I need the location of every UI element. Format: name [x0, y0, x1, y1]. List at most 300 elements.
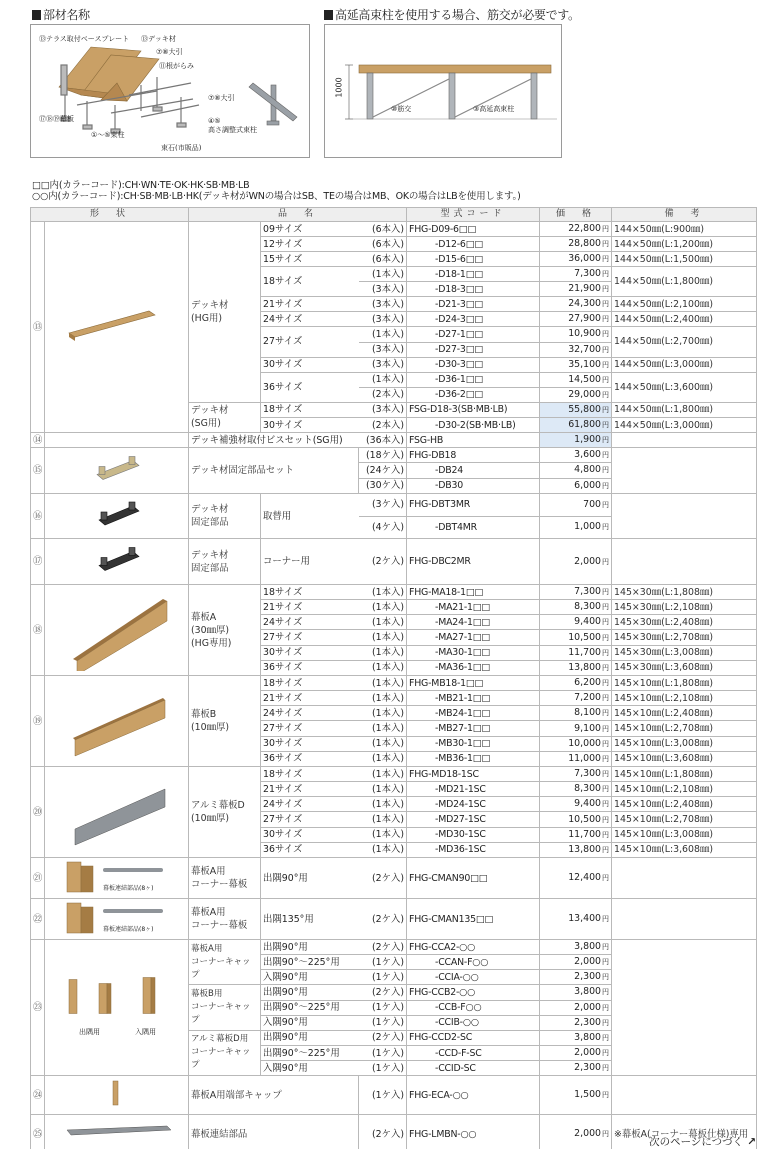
bar-icon [47, 1115, 189, 1149]
price-cell [540, 676, 612, 691]
brace-note-heading: 高延高束柱を使用する場合、筋交が必要です。 [324, 6, 580, 23]
remarks: 144×50㎜(L:1,800㎜) [612, 267, 757, 297]
price-cell [540, 312, 612, 327]
price-cell [540, 402, 612, 417]
table-row [31, 222, 757, 237]
product-name: デッキ補強材取付ビスセット(SG用) [189, 433, 359, 448]
shape-caption-outer: 出隅用 [79, 1028, 100, 1036]
table-row [31, 899, 757, 940]
group-label: デッキ材 (HG用) [189, 222, 261, 403]
remarks: 144×50㎜(L:3,000㎜) [612, 357, 757, 372]
price-cell [540, 1115, 612, 1149]
product-shape-image [45, 1115, 189, 1149]
model-code: -D24-3□□ [407, 312, 540, 327]
price-value: 2,300 [574, 1062, 602, 1073]
price-value: 8,300 [574, 783, 602, 795]
yen-unit: 円 [602, 375, 610, 384]
price-cell [540, 1000, 612, 1015]
remarks: 144×50㎜(L:1,800㎜) [612, 402, 757, 417]
yen-unit: 円 [602, 451, 610, 460]
item-number: ⑰ [31, 539, 45, 585]
remarks [612, 448, 757, 494]
table-row [31, 539, 757, 585]
pack-quantity: (1ケ入) [359, 970, 407, 985]
group-label: 幕板A用 コーナー幕板 [189, 858, 261, 899]
endcap-icon [47, 1076, 189, 1110]
model-code: -CCD-F-SC [407, 1046, 540, 1061]
price-value: 3,600 [574, 449, 602, 461]
price-value: 22,800 [568, 223, 602, 234]
pack-quantity: (1本入) [359, 706, 407, 721]
remarks: 145×10㎜(L:2,408㎜) [612, 706, 757, 721]
remarks: 145×10㎜(L:3,008㎜) [612, 827, 757, 842]
model-code: -CCAN-F○○ [407, 955, 540, 970]
group-label: 幕板B用 コーナーキャップ [189, 985, 261, 1031]
price-cell [540, 585, 612, 600]
item-number: ⑯ [31, 494, 45, 539]
price-value: 6,000 [574, 479, 602, 491]
model-code: FHG-CMAN90□□ [407, 858, 540, 899]
remarks: 145×10㎜(L:2,408㎜) [612, 797, 757, 812]
size-name: 09サイズ [261, 222, 359, 237]
usage-label: 入隅90°用 [261, 970, 359, 985]
model-code: -MD30-1SC [407, 827, 540, 842]
model-code: -MD36-1SC [407, 842, 540, 857]
pack-quantity: (18ケ入) [359, 448, 407, 463]
remarks: 145×10㎜(L:3,608㎜) [612, 751, 757, 766]
price-value: 11,700 [568, 828, 602, 840]
model-code: -MB36-1□□ [407, 751, 540, 766]
price-value: 2,000 [574, 956, 602, 967]
table-row [31, 767, 757, 782]
usage-label: 出隅90°用 [261, 985, 359, 1001]
price-cell [540, 955, 612, 970]
yen-unit: 円 [602, 1003, 610, 1012]
model-code: FHG-MD18-1SC [407, 767, 540, 782]
item-number: ⑬ [31, 222, 45, 433]
arrow-up-right-icon: ↗ [747, 1136, 756, 1148]
price-cell [540, 357, 612, 372]
price-value: 3,800 [574, 986, 602, 998]
yen-unit: 円 [602, 285, 610, 294]
price-value: 13,800 [568, 661, 602, 673]
pack-quantity: (1本入) [359, 767, 407, 782]
pack-quantity: (1本入) [359, 676, 407, 691]
usage-label: 入隅90°用 [261, 1061, 359, 1076]
product-table-body [31, 222, 757, 1149]
yen-unit: 円 [602, 915, 610, 923]
size-name: 27サイズ [261, 327, 359, 357]
pack-quantity: (1ケ入) [359, 1000, 407, 1015]
yen-unit: 円 [602, 270, 610, 279]
usage-label: 出隅90°用 [261, 940, 359, 955]
product-shape-image [45, 222, 189, 433]
price-value: 55,800 [568, 403, 602, 415]
yen-unit: 円 [602, 405, 610, 414]
price-value: 32,700 [568, 343, 602, 355]
size-name: 36サイズ [261, 842, 359, 857]
table-row [31, 1115, 757, 1149]
product-shape-image [45, 858, 189, 899]
price-cell [540, 1030, 612, 1046]
size-name: 18サイズ [261, 402, 359, 417]
price-cell [540, 222, 612, 237]
price-value: 10,900 [568, 328, 602, 340]
table-row [31, 448, 757, 463]
model-code: -D36-1□□ [407, 372, 540, 387]
size-name: 24サイズ [261, 312, 359, 327]
group-label: 幕板連結部品 [189, 1115, 359, 1149]
pack-quantity: (1本入) [359, 721, 407, 736]
price-value: 2,000 [574, 1001, 602, 1013]
yen-unit: 円 [602, 603, 610, 612]
yen-unit: 円 [602, 255, 610, 263]
model-code: FHG-ECA-○○ [407, 1076, 540, 1115]
model-code: -DBT4MR [407, 516, 540, 539]
product-shape-image [45, 767, 189, 858]
group-label: 幕板B (10㎜厚) [189, 676, 261, 767]
size-name: 30サイズ [261, 418, 359, 433]
model-code: -MD21-1SC [407, 782, 540, 797]
price-cell [540, 1015, 612, 1030]
item-number: ㉕ [31, 1115, 45, 1149]
boardD-icon [47, 767, 189, 853]
brace-diagram [324, 24, 562, 158]
price-cell [540, 282, 612, 297]
yen-unit: 円 [602, 988, 610, 997]
item-number: ⑭ [31, 433, 45, 448]
usage-label: 出隅90°〜225°用 [261, 1046, 359, 1061]
yen-unit: 円 [602, 240, 610, 248]
yen-unit: 円 [602, 770, 610, 779]
pack-quantity: (3本入) [359, 357, 407, 372]
yen-unit: 円 [602, 973, 610, 981]
price-cell [540, 463, 612, 478]
yen-unit: 円 [602, 225, 610, 233]
pack-quantity: (1ケ入) [359, 1046, 407, 1061]
size-name: 21サイズ [261, 782, 359, 797]
price-value: 1,900 [574, 434, 602, 445]
height-dimension: 1000 [334, 77, 344, 98]
yen-unit: 円 [602, 557, 610, 566]
remarks [612, 494, 757, 539]
price-value: 6,200 [574, 677, 602, 689]
price-cell [540, 327, 612, 342]
pack-quantity: (36本入) [359, 433, 407, 448]
price-cell [540, 645, 612, 660]
pack-quantity: (1本入) [359, 782, 407, 797]
price-cell [540, 1061, 612, 1076]
model-code: -CCID-SC [407, 1061, 540, 1076]
label-tall-post: ③高延高束柱 [473, 105, 515, 113]
yen-unit: 円 [602, 300, 610, 309]
pack-quantity: (1ケ入) [359, 1061, 407, 1076]
yen-unit: 円 [602, 1130, 610, 1138]
header-code: 型式コード [407, 208, 540, 222]
item-number: ㉑ [31, 858, 45, 899]
usage-label: 出隅90°用 [261, 1030, 359, 1046]
size-name: 18サイズ [261, 585, 359, 600]
label-deck-board: ⑬デッキ材 [141, 35, 176, 43]
price-cell [540, 1046, 612, 1061]
item-number: ⑳ [31, 767, 45, 858]
item-number: ㉒ [31, 899, 45, 940]
size-name: 21サイズ [261, 600, 359, 615]
yen-unit: 円 [602, 724, 610, 733]
model-code: -D18-1□□ [407, 267, 540, 282]
pack-quantity: (6本入) [359, 222, 407, 237]
model-code: -CCIB-○○ [407, 1015, 540, 1030]
price-cell [540, 600, 612, 615]
clipdark-icon [47, 494, 189, 534]
color-code-note-2: ○○内(カラーコード):CH·SB·MB·LB·HK(デッキ材がWNの場合はSB、TEの場合はMB、OKの場合はLBを使用します。) [32, 191, 521, 202]
remarks: 145×10㎜(L:2,708㎜) [612, 721, 757, 736]
yen-unit: 円 [602, 466, 610, 475]
remarks: 145×30㎜(L:2,108㎜) [612, 600, 757, 615]
model-code: -DB30 [407, 478, 540, 493]
remarks: 144×50㎜(L:1,500㎜) [612, 252, 757, 267]
remarks: 145×10㎜(L:1,808㎜) [612, 676, 757, 691]
yen-unit: 円 [602, 800, 610, 809]
pack-quantity: (2ケ入) [359, 1030, 407, 1046]
product-shape-image [45, 940, 189, 1076]
table-row [31, 676, 757, 691]
price-value: 61,800 [568, 419, 602, 430]
price-value: 13,400 [568, 913, 602, 924]
remarks: 144×50㎜(L:3,600㎜) [612, 372, 757, 402]
pack-quantity: (1本入) [359, 751, 407, 766]
usage-label: コーナー用 [261, 539, 359, 585]
price-value: 21,900 [568, 283, 602, 295]
label-base-plate: ⑬テラス取付ベースプレート [39, 35, 130, 43]
model-code: -D18-3□□ [407, 282, 540, 297]
price-value: 9,400 [574, 798, 602, 810]
label-adjustable-post: 高さ調整式束柱 [208, 126, 257, 134]
yen-unit: 円 [602, 943, 610, 951]
pack-quantity: (2本入) [359, 387, 407, 402]
remarks [612, 899, 757, 940]
model-code: -D30-2(SB·MB·LB) [407, 418, 540, 433]
remarks: 144×50㎜(L:2,700㎜) [612, 327, 757, 357]
usage-label: 取替用 [261, 494, 359, 539]
price-value: 7,300 [574, 586, 602, 598]
model-code: FHG-LMBN-○○ [407, 1115, 540, 1149]
model-code: -DB24 [407, 463, 540, 478]
pack-quantity: (1ケ入) [359, 955, 407, 970]
size-name: 36サイズ [261, 372, 359, 402]
model-code: -MB30-1□□ [407, 736, 540, 751]
model-code: -MA30-1□□ [407, 645, 540, 660]
product-shape-image [45, 585, 189, 676]
yen-unit: 円 [602, 523, 610, 532]
pack-quantity: (1本入) [359, 812, 407, 827]
price-value: 28,800 [568, 238, 602, 249]
header-note: 備 考 [612, 208, 757, 222]
price-cell [540, 767, 612, 782]
remarks [612, 1076, 757, 1115]
price-value: 7,300 [574, 768, 602, 780]
label-brace: ⑩筋交 [391, 105, 412, 113]
price-value: 9,400 [574, 616, 602, 628]
pack-quantity: (1本入) [359, 827, 407, 842]
header-price: 価 格 [540, 208, 612, 222]
group-label: デッキ材 (SG用) [189, 402, 261, 432]
model-code: -MD24-1SC [407, 797, 540, 812]
size-name: 24サイズ [261, 615, 359, 630]
boardB-icon [47, 676, 189, 762]
yen-unit: 円 [602, 845, 610, 854]
label-post-num: ④⑤ [208, 117, 221, 125]
brace-illustration [325, 25, 561, 157]
yen-unit: 円 [602, 315, 610, 324]
price-cell [540, 660, 612, 675]
remarks: 145×10㎜(L:1,808㎜) [612, 767, 757, 782]
yen-unit: 円 [602, 739, 610, 748]
model-code: -CCB-F○○ [407, 1000, 540, 1015]
model-code: FSG-D18-3(SB·MB·LB) [407, 402, 540, 417]
model-code: FHG-DBC2MR [407, 539, 540, 585]
price-value: 14,500 [568, 373, 602, 385]
product-shape-image [45, 676, 189, 767]
label-sill: ⑦⑧大引 [156, 48, 183, 56]
price-cell [540, 342, 612, 357]
model-code: -MA24-1□□ [407, 615, 540, 630]
size-name: 24サイズ [261, 797, 359, 812]
yen-unit: 円 [602, 1091, 610, 1099]
size-name: 12サイズ [261, 237, 359, 252]
pack-quantity: (1本入) [359, 842, 407, 857]
price-value: 4,800 [574, 464, 602, 476]
model-code: -MB24-1□□ [407, 706, 540, 721]
pack-quantity: (1本入) [359, 660, 407, 675]
yen-unit: 円 [602, 390, 610, 399]
price-cell [540, 797, 612, 812]
pack-quantity: (1本入) [359, 691, 407, 706]
pack-quantity: (1本入) [359, 615, 407, 630]
table-row [31, 940, 757, 955]
yen-unit: 円 [602, 618, 610, 627]
group-label: アルミ幕板D (10㎜厚) [189, 767, 261, 858]
yen-unit: 円 [602, 694, 610, 703]
model-code: FHG-CCA2-○○ [407, 940, 540, 955]
price-value: 2,000 [574, 1047, 602, 1058]
price-value: 10,000 [568, 737, 602, 749]
model-code: -D36-2□□ [407, 387, 540, 402]
price-cell [540, 516, 612, 539]
clipdark-icon [47, 539, 189, 580]
price-value: 8,100 [574, 707, 602, 719]
model-code: FHG-MB18-1□□ [407, 676, 540, 691]
remarks: 144×50㎜(L:2,100㎜) [612, 297, 757, 312]
yen-unit: 円 [602, 588, 610, 597]
yen-unit: 円 [602, 1018, 610, 1027]
pack-quantity: (1本入) [359, 372, 407, 387]
size-name: 30サイズ [261, 357, 359, 372]
yen-unit: 円 [602, 436, 610, 444]
pack-quantity: (1ケ入) [359, 1015, 407, 1030]
price-cell [540, 691, 612, 706]
size-name: 30サイズ [261, 645, 359, 660]
product-shape-empty [45, 433, 189, 448]
price-cell [540, 297, 612, 312]
shape-caption: 幕板連結部品(8ヶ) [103, 926, 154, 933]
yen-unit: 円 [602, 815, 610, 824]
price-value: 9,100 [574, 722, 602, 734]
price-cell [540, 751, 612, 766]
size-name: 36サイズ [261, 660, 359, 675]
model-code: -CCIA-○○ [407, 970, 540, 985]
deck-parts-diagram [30, 24, 310, 158]
item-number: ⑮ [31, 448, 45, 494]
model-code: FHG-CMAN135□□ [407, 899, 540, 940]
size-name: 27サイズ [261, 630, 359, 645]
pack-quantity: (1本入) [359, 797, 407, 812]
model-code: FHG-D09-6□□ [407, 222, 540, 237]
deck-icon [47, 222, 189, 428]
price-cell [540, 418, 612, 433]
remarks [612, 858, 757, 899]
product-table [30, 207, 757, 1149]
price-value: 1,500 [574, 1089, 602, 1100]
yen-unit: 円 [602, 648, 610, 657]
price-value: 3,800 [574, 941, 602, 952]
group-label: 幕板A用 コーナーキャップ [189, 940, 261, 985]
model-code: -D15-6□□ [407, 252, 540, 267]
price-value: 2,000 [574, 1128, 602, 1139]
price-cell [540, 940, 612, 955]
price-value: 29,000 [568, 388, 602, 400]
model-code: FHG-CCB2-○○ [407, 985, 540, 1001]
yen-unit: 円 [602, 709, 610, 718]
pack-quantity: (2ケ入) [359, 940, 407, 955]
price-value: 10,500 [568, 813, 602, 825]
pack-quantity: (1ケ入) [359, 1076, 407, 1115]
remarks: 144×50㎜(L:900㎜) [612, 222, 757, 237]
price-cell [540, 539, 612, 585]
price-cell [540, 372, 612, 387]
pack-quantity: (3ケ入) [359, 494, 407, 517]
pack-quantity: (3本入) [359, 312, 407, 327]
shape-caption-inner: 入隅用 [135, 1028, 156, 1036]
product-shape-image [45, 899, 189, 940]
price-value: 2,300 [574, 1016, 602, 1028]
price-cell [540, 1076, 612, 1115]
price-cell [540, 721, 612, 736]
remarks: 145×30㎜(L:3,008㎜) [612, 645, 757, 660]
usage-label: 出隅135°用 [261, 899, 359, 940]
pack-quantity: (1本入) [359, 630, 407, 645]
remarks: 145×30㎜(L:3,608㎜) [612, 660, 757, 675]
price-cell [540, 858, 612, 899]
size-name: 24サイズ [261, 706, 359, 721]
price-value: 36,000 [568, 253, 602, 264]
product-shape-image [45, 494, 189, 539]
price-cell [540, 494, 612, 517]
yen-unit: 円 [602, 754, 610, 763]
price-value: 7,200 [574, 692, 602, 704]
pack-quantity: (3本入) [359, 342, 407, 357]
price-cell [540, 448, 612, 463]
group-label: デッキ材 固定部品 [189, 539, 261, 585]
price-value: 11,000 [568, 752, 602, 764]
yen-unit: 円 [602, 500, 610, 509]
pack-quantity: (4ケ入) [359, 516, 407, 539]
price-value: 35,100 [568, 358, 602, 370]
pack-quantity: (2ケ入) [359, 985, 407, 1001]
remarks [612, 940, 757, 1076]
price-value: 2,000 [574, 555, 602, 567]
price-cell [540, 970, 612, 985]
